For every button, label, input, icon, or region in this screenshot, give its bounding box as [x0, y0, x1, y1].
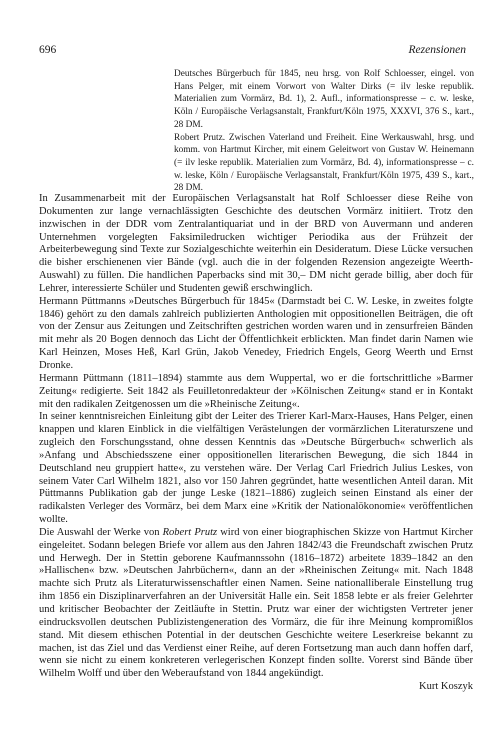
prutz-name: Robert Prutz	[162, 526, 218, 538]
paragraph-prutz	[39, 527, 473, 681]
page-header	[39, 44, 466, 60]
paragraph: In Zusammenarbeit mit der Europäischen Verlagsanstalt hat Rolf Schloesser diese Reihe von Dokumenten zur lange vernachlässigten Geschichte des deutschen Vormärz initiiert. Trotz den inzwischen in der DDR vom Zentralantiquariat und in der BRD von Auvermann und anderen Unternehmen vorgelegten Faksimiledrucken wichtiger Periodika aus der Frühzeit der Arbeiterbewegung sind Texte zur Sozialgeschichte weiterhin ein Desideratum. Diese Lücke versuchen die bisher erschienenen vier Bände (vgl. auch die in der folgenden Rezension angezeigte Weerth-Auswahl) zu füllen. Die handlichen Paperbacks sind mit 30,– DM nicht gerade billig, aber doch für Lehrer, interessierte Schüler und Studenten gewiß erschwinglich.	[39, 193, 473, 294]
review-body	[39, 193, 473, 694]
paragraph: Hermann Püttmanns »Deutsches Bürgerbuch für 1845« (Darmstadt bei C. W. Leske, in zweites folgte 1846) gehört zu den damals zahlreich publizierten Anthologien mit oppositionellen Beiträgen, die oft von der Zensur aus Zeitungen und Zeitschriften gestrichen worden waren und in zensurfreien Bänden mit mehr als 20 Bogen dennoch das Licht der Öffentlichkeit erblickten. Man findet darin Namen wie Karl Heinzen, Moses Heß, Karl Grün, Jakob Venedey, Friedrich Engels, Georg Weerth und Ernst Dronke.	[39, 295, 473, 371]
running-head: Rezensionen	[408, 44, 466, 56]
bibliography-block	[174, 68, 474, 195]
review-author: Kurt Koszyk	[419, 681, 473, 693]
bibliography-entry: Deutsches Bürgerbuch für 1845, neu hrsg. von Rolf Schloesser, eingel. von Hans Pelger, mit einem Vorwort von Walter Dirks (= ilv leske republik. Materialien zum Vormärz, Bd. 1), 2. Aufl., informationspresse – c. w. leske, Köln / Europäische Verlagsanstalt, Frankfurt/Köln 1975, XXXVI, 376 S., kart., 28 DM.	[174, 69, 474, 130]
page-number: 696	[39, 44, 57, 56]
paragraph: Hermann Püttmann (1811–1894) stammte aus dem Wuppertal, wo er die fortschrittliche »Barmer Zeitung« redigierte. Seit 1842 als Feuilletonredakteur der »Kölnischen Zeitung« stand er in Kontakt mit den radikalen Zeitgenossen um die »Rheinische Zeitung«.	[39, 372, 473, 410]
bibliography-entry: Robert Prutz. Zwischen Vaterland und Freiheit. Eine Werkauswahl, hrsg. und komm. von Hartmut Kircher, mit einem Geleitwort von Gustav W. Heinemann (= ilv leske republik. Materialien zum Vormärz, Bd. 4), informationspresse – c. w. leske, Köln / Europäische Verlagsanstalt, Frankfurt/Köln 1975, 439 S., kart., 28 DM.	[174, 132, 474, 194]
paragraph-text: Die Auswahl der Werke von	[39, 526, 163, 538]
paragraph-text: wird von einer biographischen Skizze von Hartmut Kircher eingeleitet. Sodann belegen Briefe vor allem aus den Jahren 1842/43 die Freundschaft zwischen Prutz und Herwegh. Der in Stettin geborene Kaufmannssohn (1816–1872) arbeitete 1839–1842 an den »Hallischen« bzw. »Deutschen Jahrbüchern«, dann an der »Rheinischen Zeitung« mit. Nach 1848 machte sich Prutz als Literaturwissenschaftler einen Namen. Seine nationalliberale Einstellung trug ihm 1856 ein Disziplinarverfahren an der Universität Halle ein. Seit 1858 lebte er als freier Gelehrter und kritischer Beobachter der Zeitläufte in Stettin. Prutz war einer der wichtigsten Vertreter jener eindrucksvollen deutschen Publizistengeneration des Vormärz, die für ihre Meinung kompromißlos stand. Mit diesem ethischen Potential in der deutschen Geschichte weitere Leserkreise bekannt zu machen, ist das Ziel und das Verdienst einer Reihe, auf deren Fortsetzung man auch dann hoffen darf, wenn sie nicht zu einem konkreteren verlegerischen Konzept finden sollte. Vorerst sind Bände über Wilhelm Wolff und über den Weberaufstand von 1844 angekündigt.	[39, 526, 473, 680]
paragraph: In seiner kenntnisreichen Einleitung gibt der Leiter des Trierer Karl-Marx-Hauses, Hans Pelger, einen knappen und klaren Einblick in die vielfältigen Verästelungen der vormärzlichen Literaturszene und zugleich den Forschungsstand, ohne dessen Kenntnis das »Deutsche Bürgerbuch« schwerlich als »Anfang und Abschiedsszene einer oppositionellen literarischen Bewegung, die sich 1844 in Deutschland neu gruppiert hatte«, zu verstehen wäre. Der Verlag Carl Friedrich Julius Leskes, von seinem Vater Carl Wilhelm 1821, also vor 150 Jahren gegründet, hatte wesentlichen Anteil daran. Mit Püttmanns Publikation gab der junge Leske (1821–1886) zugleich seinen Einstand als einer der radikalsten Verleger des Vormärz, bei dem Marx eine »Kritik der Nationalökonomie« veröffentlichen wollte.	[39, 411, 473, 526]
